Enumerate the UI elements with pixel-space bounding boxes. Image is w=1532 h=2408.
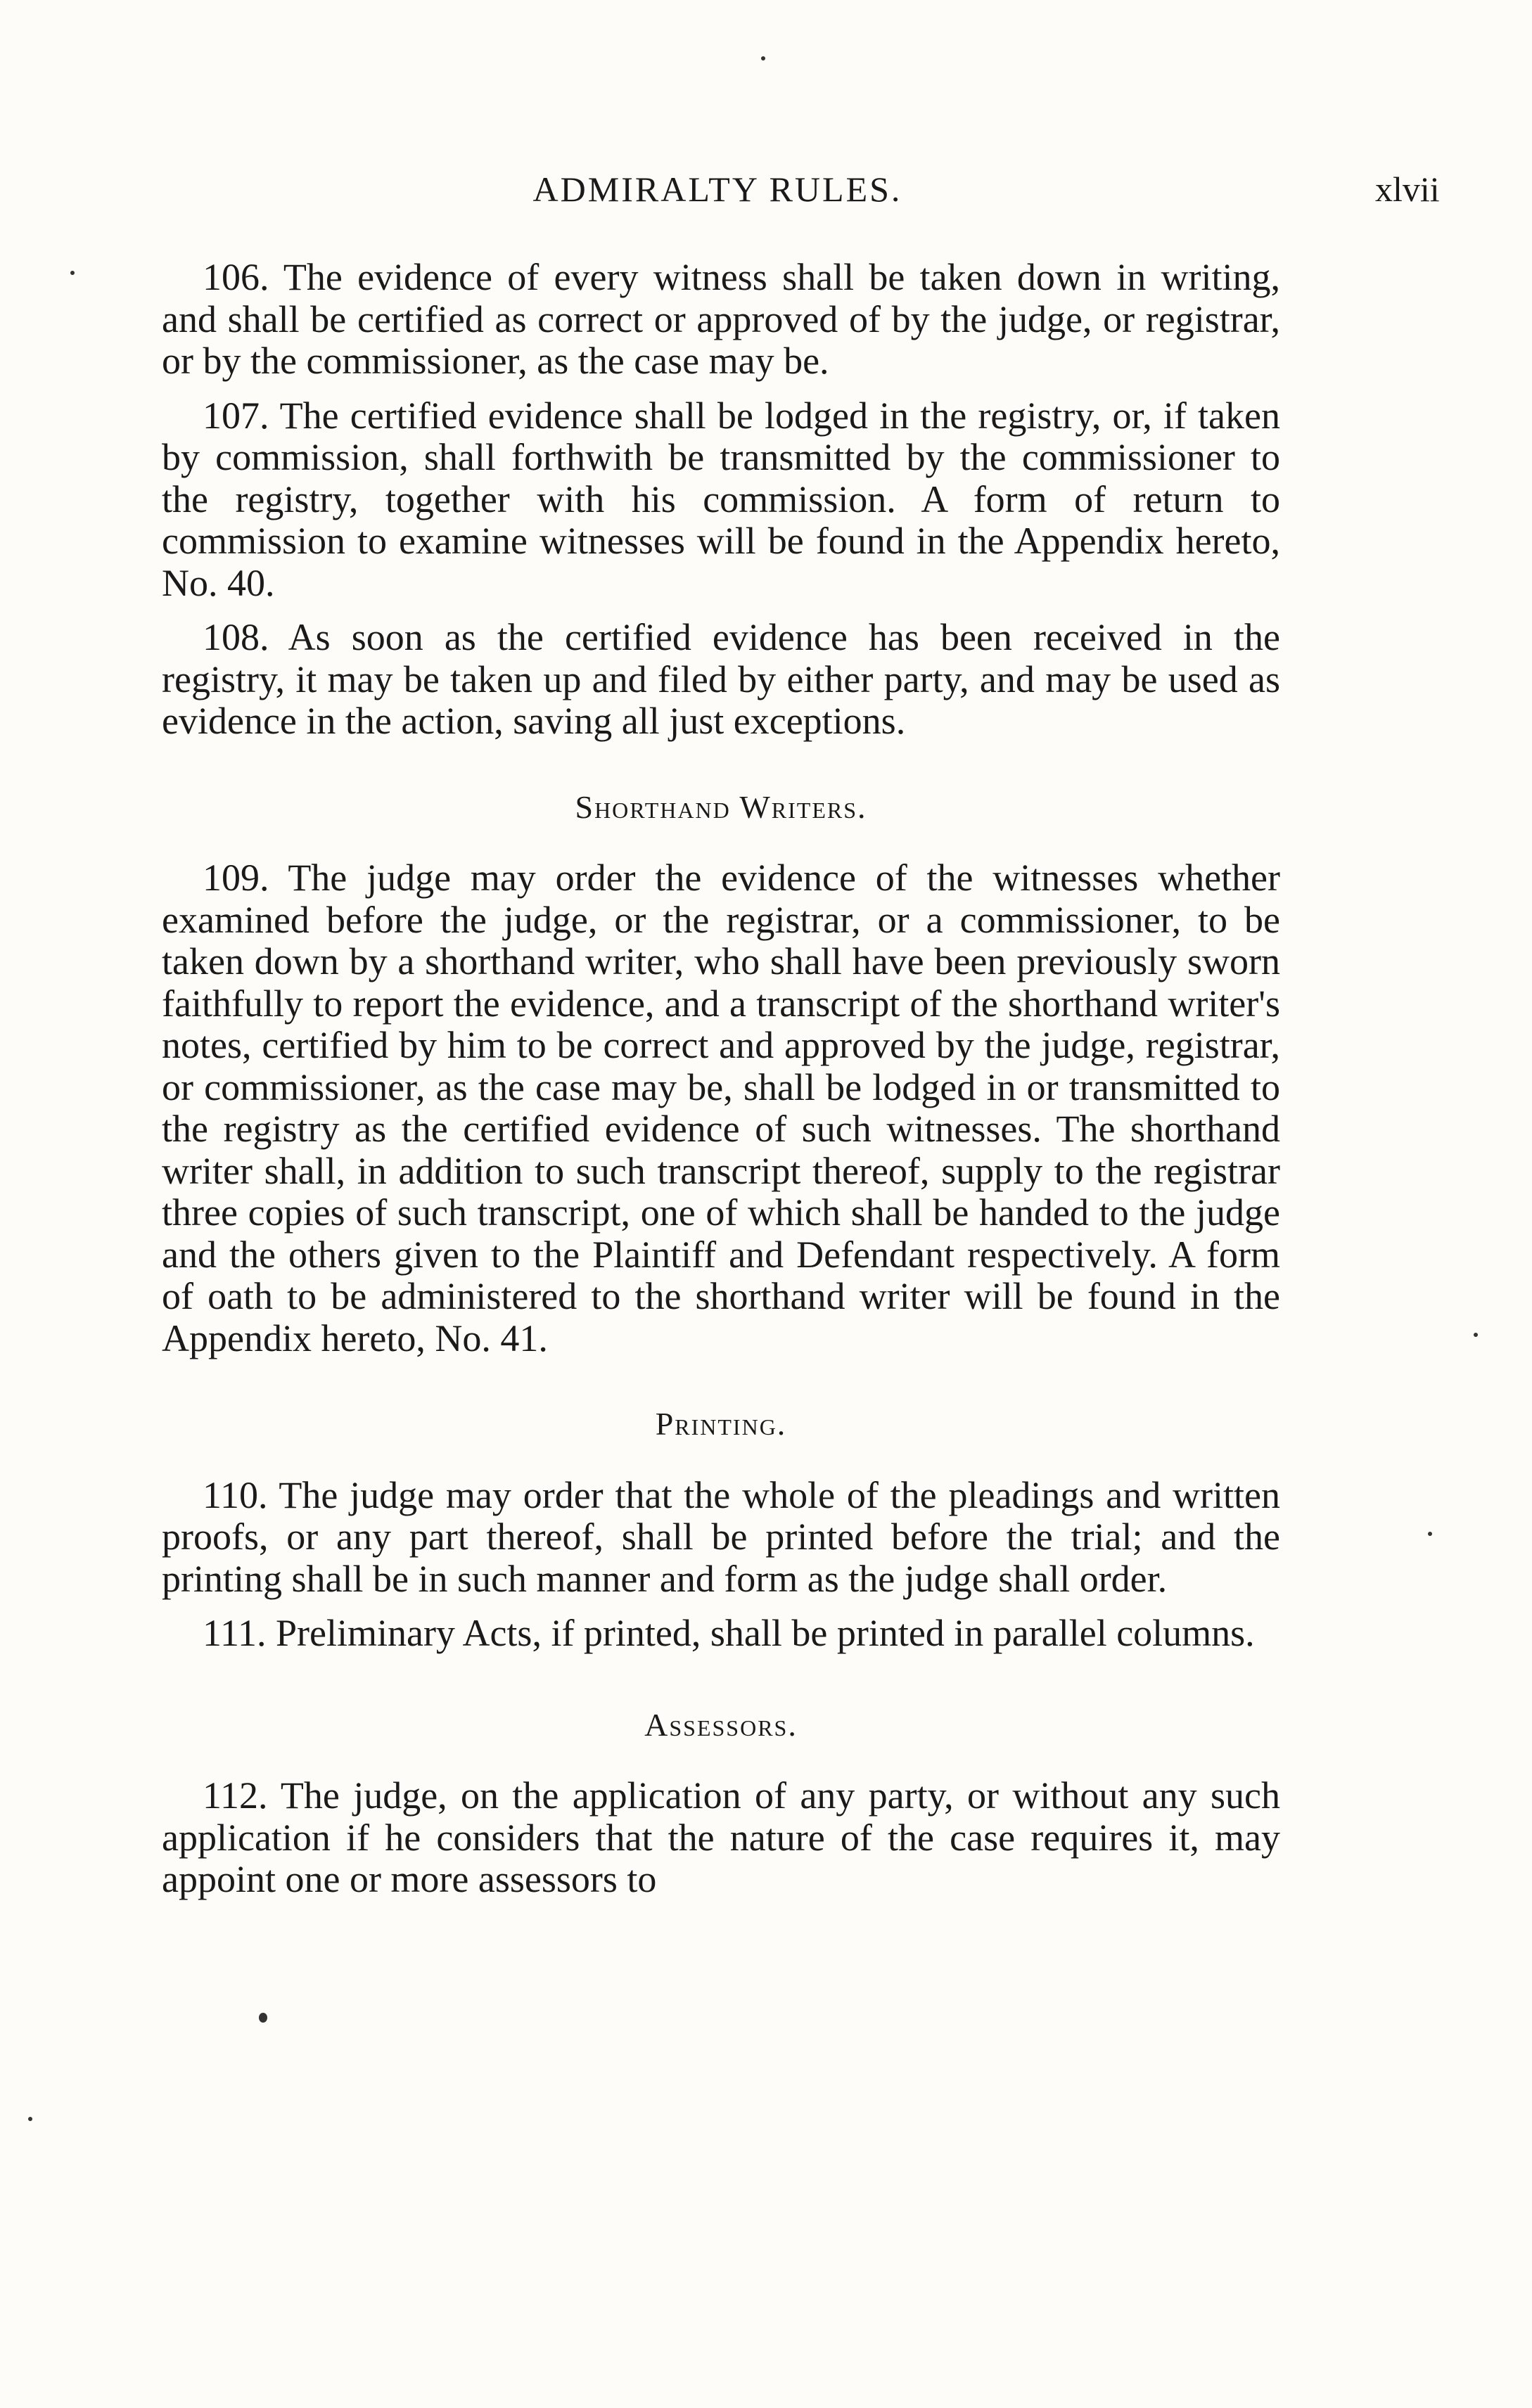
running-header-title: ADMIRALTY RULES.: [532, 169, 902, 209]
rules-body: [162, 257, 1280, 1901]
print-speck: [1428, 1532, 1432, 1536]
rule-109: 109. The judge may order the evidence of the witnesses whether examined before the judge, or the registrar, or a commissioner, to be taken down by a shorthand writer, who shall have been previously sworn faithfully to report the evidence, and a transcript of the shorthand writer's notes, certified by him to be correct and approved by the judge, registrar, or commissioner, as the case may be, shall be lodged in or transmitted to the registry as the certified evidence of such witnesses. The shorthand writer shall, in addition to such transcript thereof, supply to the registrar three copies of such transcript, one of which shall be handed to the judge and the others given to the Plaintiff and Defendant respectively. A form of oath to be administered to the shorthand writer will be found in the Appendix hereto, No. 41.: [162, 857, 1280, 1359]
rule-108: 108. As soon as the certified evidence has been received in the registry, it may be taken up and filed by either party, and may be used as evidence in the action, saving all just exceptions.: [162, 616, 1280, 742]
print-speck: [259, 2013, 267, 2023]
rule-112: 112. The judge, on the application of any party, or without any such application if he considers that the nature of the case requires it, may appoint one or more assessors to: [162, 1774, 1280, 1900]
print-speck: [1474, 1333, 1478, 1337]
rule-106: 106. The evidence of every witness shall be taken down in writing, and shall be certified as correct or approved of by the judge, or registrar, or by the commissioner, as the case may be.: [162, 256, 1280, 382]
print-speck: [761, 56, 765, 60]
page-number: xlvii: [1375, 169, 1440, 209]
section-heading-assessors: Assessors.: [644, 1706, 798, 1743]
rule-111: 111. Preliminary Acts, if printed, shall be printed in parallel columns.: [203, 1612, 1255, 1654]
rule-107: 107. The certified evidence shall be lodged in the registry, or, if taken by commission, shall forthwith be transmitted by the commissioner to the registry, together with his commission. A form of return to commission to examine witnesses will be found in the Appendix hereto, No. 40.: [162, 394, 1280, 604]
section-heading-shorthand-writers: Shorthand Writers.: [575, 788, 867, 825]
print-speck: [28, 2117, 32, 2121]
section-heading-printing: Printing.: [655, 1406, 787, 1442]
rule-110: 110. The judge may order that the whole of the pleadings and written proofs, or any part thereof, shall be printed before the trial; and the printing shall be in such manner and form as the judge shall order.: [162, 1473, 1280, 1600]
print-speck: [70, 271, 75, 275]
